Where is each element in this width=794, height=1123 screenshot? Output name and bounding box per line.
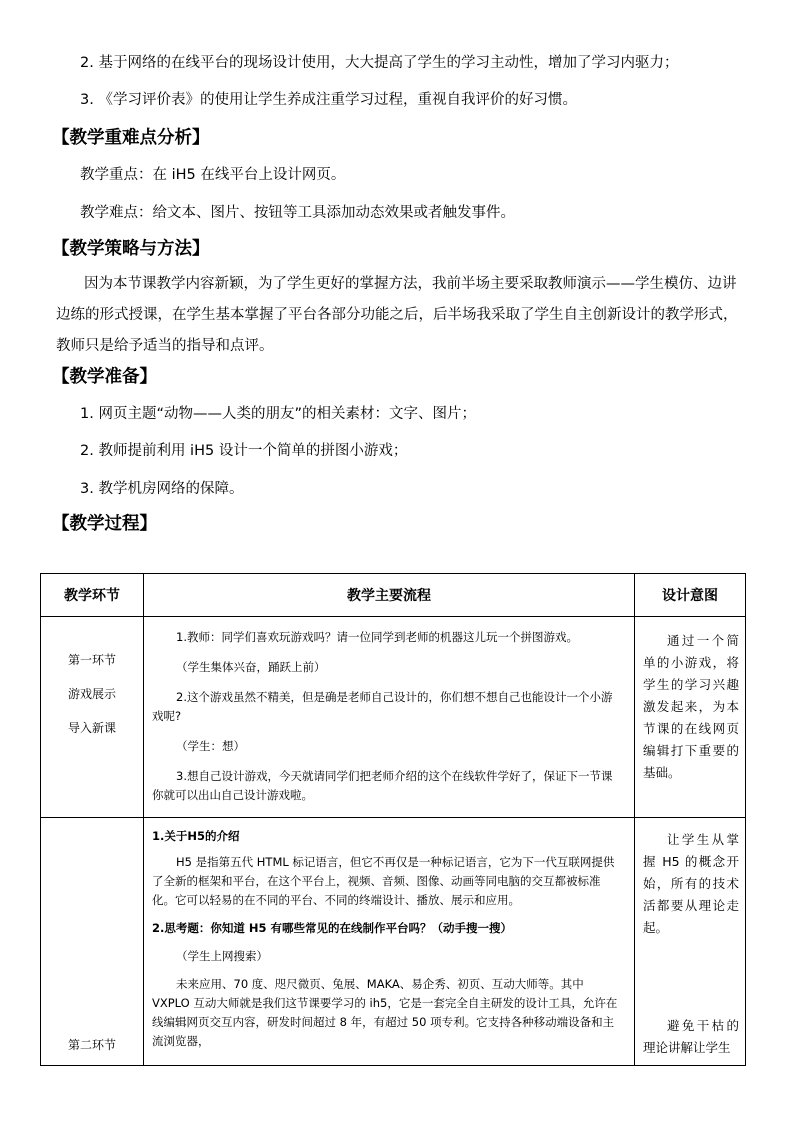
intro-line-3: 3. 《学习评价表》的使用让学生养成注重学习过程，重视自我评价的好习惯。 xyxy=(80,92,577,108)
flow-cell-1 xyxy=(144,617,635,818)
intent-2-text-a: 让学生从掌握 H5 的概念开始，所有的技术活都要从理论走起。 xyxy=(643,832,739,935)
table-row xyxy=(41,617,746,818)
prep-item-2: 2. 教师提前利用 iH5 设计一个简单的拼图小游戏； xyxy=(80,443,408,459)
stage-1-line-2: 游戏展示 xyxy=(67,687,116,701)
flow-2-h5-intro-title: 1.关于H5的介绍 xyxy=(152,829,240,843)
heading-key-points: 【教学重难点分析】 xyxy=(52,128,210,148)
heading-strategy: 【教学策略与方法】 xyxy=(52,239,210,259)
table-row xyxy=(41,818,746,1066)
flow-1-step-4: （学生：想） xyxy=(176,739,245,753)
teaching-difficulty: 教学难点：给文本、图片、按钮等工具添加动态效果或者触发事件。 xyxy=(80,205,515,221)
flow-2-platforms: 未来应用、70 度、咫尺微页、兔展、MAKA、易企秀、初页、互动大师等。其中 VXPLO 互动大师就是我们这节课要学习的 ih5，它是一套完全自主研发的设计工具，允许在线编辑网页交互内容，研发时间超过 8 年，有超过 50 项专利。它支持各种移动端设备和主流浏览器， xyxy=(152,977,618,1048)
intent-2-text-b: 避免干枯的理论讲解让学生 xyxy=(643,1018,739,1055)
intro-line-2: 2. 基于网络的在线平台的现场设计使用，大大提高了学生的学习主动性，增加了学习内驱力； xyxy=(80,55,679,71)
stage-cell-1 xyxy=(41,617,144,818)
flow-cell-2 xyxy=(144,818,635,1066)
heading-process: 【教学过程】 xyxy=(52,514,157,534)
header-flow: 教学主要流程 xyxy=(144,574,635,617)
flow-1-step-3: 2.这个游戏虽然不精美，但是确是老师自己设计的，你们想不想自己也能设计一个小游戏呢? xyxy=(152,690,613,723)
flow-2-question: 2.思考题：你知道 H5 有哪些常见的在线制作平台吗？（动手搜一搜） xyxy=(152,921,513,935)
flow-1-step-2: （学生集体兴奋，踊跃上前） xyxy=(176,660,326,674)
intent-cell-2 xyxy=(635,818,746,1066)
heading-preparation: 【教学准备】 xyxy=(52,367,157,387)
table-header-row xyxy=(41,574,746,617)
teaching-focus: 教学重点：在 iH5 在线平台上设计网页。 xyxy=(80,167,346,183)
stage-1-line-3: 导入新课 xyxy=(67,721,116,735)
header-intent: 设计意图 xyxy=(635,574,746,617)
stage-2-name: 第二环节 xyxy=(67,1038,116,1052)
prep-item-1: 1. 网页主题“动物——人类的朋友”的相关素材：文字、图片； xyxy=(80,406,476,422)
strategy-paragraph: 因为本节课教学内容新颖，为了学生更好的掌握方法，我前半场主要采取教师演示——学生模仿、边讲边练的形式授课，在学生基本掌握了平台各部分功能之后，后半场我采取了学生自主创新设计的教学形式，教师只是给予适当的指导和点评。 xyxy=(56,276,738,354)
process-table xyxy=(40,573,746,1066)
prep-item-3: 3. 教学机房网络的保障。 xyxy=(80,481,244,497)
header-stage: 教学环节 xyxy=(41,574,144,617)
flow-1-step-5: 3.想自己设计游戏，今天就请同学们把老师介绍的这个在线软件学好了，保证下一节课你就可以出山自己设计游戏啦。 xyxy=(152,769,613,802)
intent-cell-1 xyxy=(635,617,746,818)
flow-2-h5-intro-text: H5 是指第五代 HTML 标记语言，但它不再仅是一种标记语言，它为下一代互联网提供了全新的框架和平台，在这个平台上，视频、音频、图像、动画等同电脑的交互都被标准化。它可以轻易的在不同的平台、不同的终端设计、播放、展示和应用。 xyxy=(152,855,615,907)
flow-2-student-search: （学生上网搜索） xyxy=(176,949,268,963)
stage-1-name: 第一环节 xyxy=(67,653,116,667)
stage-cell-2 xyxy=(41,818,144,1066)
flow-1-step-1: 1.教师：同学们喜欢玩游戏吗？请一位同学到老师的机器这儿玩一个拼图游戏。 xyxy=(176,630,578,644)
intent-1-text: 通过一个简单的小游戏，将学生的学习兴趣激发起来，为本节课的在线网页编辑打下重要的基础。 xyxy=(643,633,739,780)
